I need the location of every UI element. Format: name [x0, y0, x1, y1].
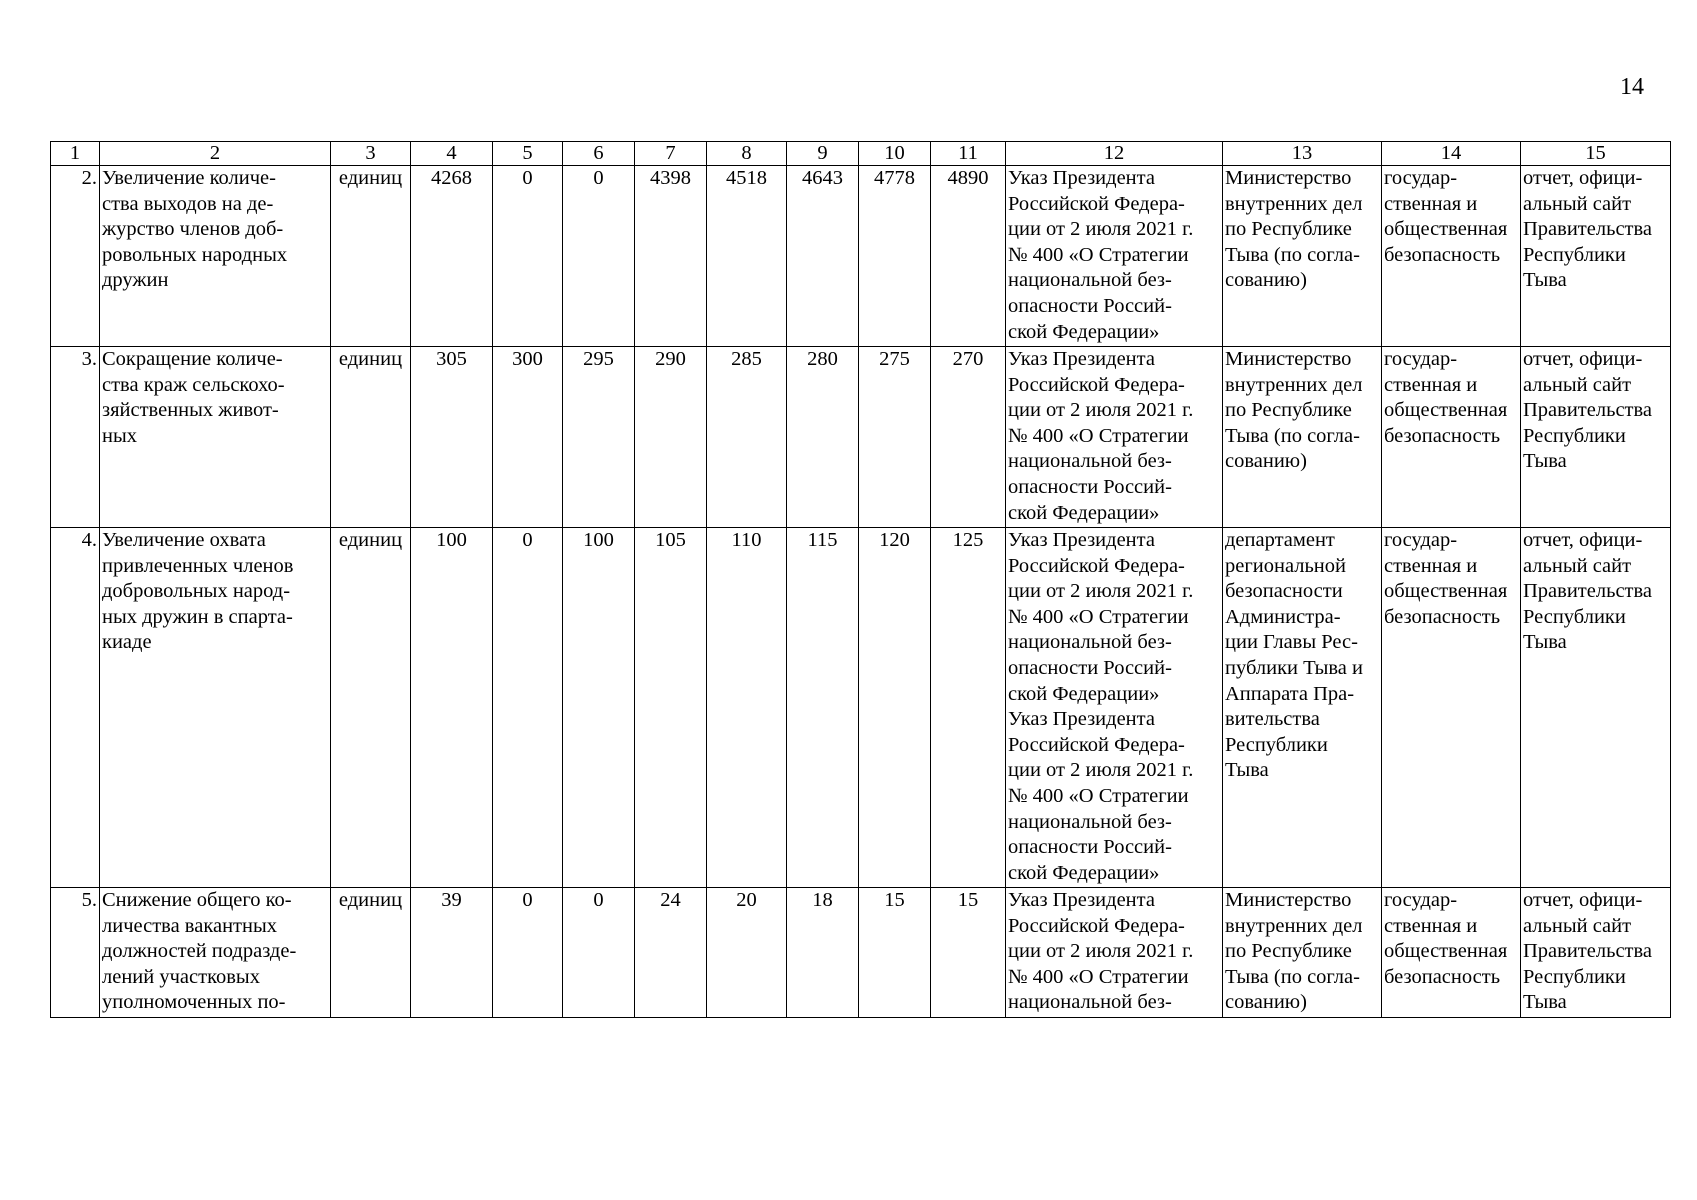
value-col-4: 39 — [411, 888, 493, 1018]
header-cell: 15 — [1521, 142, 1671, 166]
header-cell: 3 — [331, 142, 411, 166]
value-col-7: 290 — [635, 347, 707, 528]
unit: единиц — [331, 347, 411, 528]
value-col-4: 100 — [411, 528, 493, 888]
page-number: 14 — [1620, 74, 1644, 100]
table-header-row — [51, 142, 1671, 166]
header-cell: 13 — [1223, 142, 1382, 166]
indicator-name: Сокращение количе- ства краж сельскохо- зяйственных живот- ных — [100, 347, 331, 528]
value-col-4: 4268 — [411, 166, 493, 347]
value-col-10: 15 — [859, 888, 931, 1018]
activity-area: государ- ственная и общественная безопасность — [1382, 528, 1521, 888]
header-cell: 8 — [707, 142, 787, 166]
value-col-9: 4643 — [787, 166, 859, 347]
value-col-7: 105 — [635, 528, 707, 888]
row-number: 3. — [51, 347, 100, 528]
header-cell: 6 — [563, 142, 635, 166]
row-number: 2. — [51, 166, 100, 347]
responsible-executor: Министерство внутренних дел по Республике Тыва (по согла- сованию) — [1223, 166, 1382, 347]
value-col-6: 0 — [563, 166, 635, 347]
value-col-8: 110 — [707, 528, 787, 888]
value-col-6: 295 — [563, 347, 635, 528]
activity-area: государ- ственная и общественная безопасность — [1382, 888, 1521, 1018]
value-col-5: 0 — [493, 888, 563, 1018]
value-col-5: 0 — [493, 528, 563, 888]
value-col-10: 275 — [859, 347, 931, 528]
value-col-9: 115 — [787, 528, 859, 888]
value-col-4: 305 — [411, 347, 493, 528]
unit: единиц — [331, 166, 411, 347]
value-col-11: 4890 — [931, 166, 1006, 347]
activity-area: государ- ственная и общественная безопасность — [1382, 347, 1521, 528]
activity-area: государ- ственная и общественная безопасность — [1382, 166, 1521, 347]
header-cell: 7 — [635, 142, 707, 166]
row-number: 4. — [51, 528, 100, 888]
header-cell: 9 — [787, 142, 859, 166]
unit: единиц — [331, 528, 411, 888]
table-row — [51, 888, 1671, 1018]
legal-basis: Указ Президента Российской Федера- ции от 2 июля 2021 г. № 400 «О Стратегии национальной без- опасности Россий- ской Федерации» Указ Президента Российской Федера- ции от 2 июля 2021 г. № 400 «О Стратегии национальной без- опасности Россий- ской Федерации» — [1006, 528, 1223, 888]
header-cell: 2 — [100, 142, 331, 166]
responsible-executor: департамент региональной безопасности Администра- ции Главы Рес- публики Тыва и Аппарата Пра- вительства Республики Тыва — [1223, 528, 1382, 888]
value-col-7: 4398 — [635, 166, 707, 347]
header-cell: 4 — [411, 142, 493, 166]
indicator-name: Увеличение охвата привлеченных членов добровольных народ- ных дружин в спарта- киаде — [100, 528, 331, 888]
value-col-6: 100 — [563, 528, 635, 888]
value-col-10: 4778 — [859, 166, 931, 347]
information-source: отчет, офици- альный сайт Правительства Республики Тыва — [1521, 528, 1671, 888]
table-row — [51, 166, 1671, 347]
header-cell: 5 — [493, 142, 563, 166]
indicators-table — [50, 141, 1671, 1018]
value-col-8: 20 — [707, 888, 787, 1018]
value-col-5: 0 — [493, 166, 563, 347]
information-source: отчет, офици- альный сайт Правительства Республики Тыва — [1521, 166, 1671, 347]
table-row — [51, 528, 1671, 888]
header-cell: 1 — [51, 142, 100, 166]
value-col-11: 15 — [931, 888, 1006, 1018]
responsible-executor: Министерство внутренних дел по Республике Тыва (по согла- сованию) — [1223, 888, 1382, 1018]
value-col-5: 300 — [493, 347, 563, 528]
information-source: отчет, офици- альный сайт Правительства Республики Тыва — [1521, 888, 1671, 1018]
information-source: отчет, офици- альный сайт Правительства Республики Тыва — [1521, 347, 1671, 528]
unit: единиц — [331, 888, 411, 1018]
value-col-10: 120 — [859, 528, 931, 888]
legal-basis: Указ Президента Российской Федера- ции от 2 июля 2021 г. № 400 «О Стратегии национальной без- опасности Россий- ской Федерации» — [1006, 166, 1223, 347]
value-col-8: 4518 — [707, 166, 787, 347]
value-col-6: 0 — [563, 888, 635, 1018]
indicator-name: Увеличение количе- ства выходов на де- журство членов доб- ровольных народных дружин — [100, 166, 331, 347]
table-row — [51, 347, 1671, 528]
value-col-11: 270 — [931, 347, 1006, 528]
header-cell: 12 — [1006, 142, 1223, 166]
value-col-11: 125 — [931, 528, 1006, 888]
legal-basis: Указ Президента Российской Федера- ции от 2 июля 2021 г. № 400 «О Стратегии национальной без- опасности Россий- ской Федерации» — [1006, 347, 1223, 528]
value-col-7: 24 — [635, 888, 707, 1018]
header-cell: 14 — [1382, 142, 1521, 166]
header-cell: 10 — [859, 142, 931, 166]
indicator-name: Снижение общего ко- личества вакантных должностей подразде- лений участковых уполномоченных по- — [100, 888, 331, 1018]
value-col-9: 280 — [787, 347, 859, 528]
value-col-8: 285 — [707, 347, 787, 528]
header-cell: 11 — [931, 142, 1006, 166]
responsible-executor: Министерство внутренних дел по Республике Тыва (по согла- сованию) — [1223, 347, 1382, 528]
legal-basis: Указ Президента Российской Федера- ции от 2 июля 2021 г. № 400 «О Стратегии национальной без- — [1006, 888, 1223, 1018]
value-col-9: 18 — [787, 888, 859, 1018]
row-number: 5. — [51, 888, 100, 1018]
